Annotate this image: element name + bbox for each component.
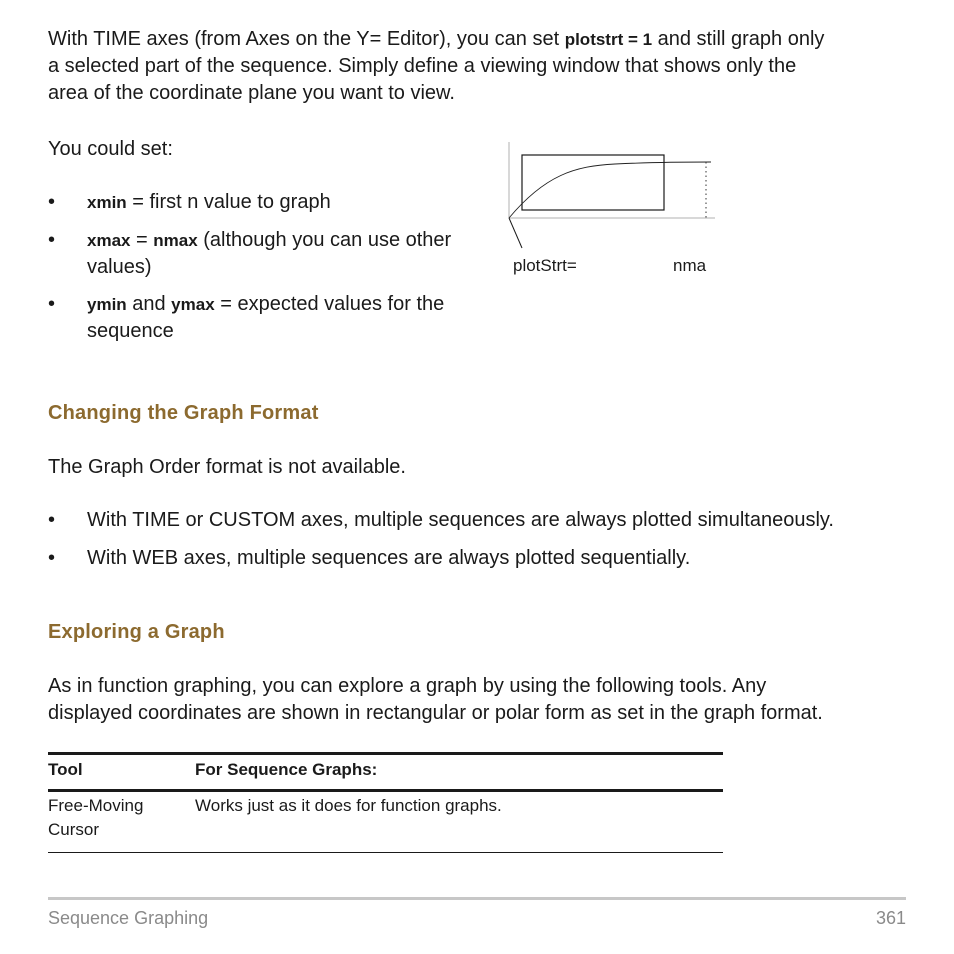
plotstrt-code: plotstrt = 1	[564, 30, 653, 49]
viewing-window-figure	[505, 140, 720, 280]
intro-line-2: a selected part of the sequence. Simply define a viewing window that shows only the	[48, 55, 797, 77]
intro-paragraph	[48, 26, 824, 107]
plotstrt-label: plotStrt=	[513, 256, 577, 275]
bullet-dot: •	[48, 509, 56, 531]
table-header-tool: Tool	[48, 760, 83, 779]
table-cell-tool: Free-Moving Cursor	[48, 796, 144, 839]
bullet-dot: •	[48, 191, 56, 213]
could-set-text: You could set:	[48, 138, 173, 160]
footer-section: Sequence Graphing	[48, 908, 209, 928]
table-top-rule	[48, 752, 723, 755]
intro-line-1: With TIME axes (from Axes on the Y= Editor), you can set plotstrt = 1 and still graph only	[48, 28, 825, 50]
bullet-dot: •	[48, 229, 56, 251]
intro-line-3: area of the coordinate plane you want to view.	[48, 82, 455, 104]
heading-exploring-graph: Exploring a Graph	[48, 621, 225, 643]
table-bottom-rule	[48, 852, 723, 853]
plotstrt-callout	[509, 218, 522, 248]
nmax-label: nma	[673, 256, 707, 275]
footer-page-number: 361	[875, 908, 906, 928]
bullet-dot: •	[48, 293, 56, 315]
graph-order-text: The Graph Order format is not available.	[48, 456, 406, 478]
table-cell-desc: Works just as it does for function graphs.	[195, 796, 502, 815]
heading-changing-graph-format: Changing the Graph Format	[48, 402, 319, 424]
footer-rule	[48, 897, 906, 900]
bullet-dot: •	[48, 547, 56, 569]
table-header-rule	[48, 789, 723, 792]
exploring-paragraph: As in function graphing, you can explore a graph by using the following tools. Any displayed coordinates are shown in rectangular or polar form as set in the graph format.	[48, 675, 823, 724]
table-header-sequence: For Sequence Graphs:	[195, 760, 378, 779]
